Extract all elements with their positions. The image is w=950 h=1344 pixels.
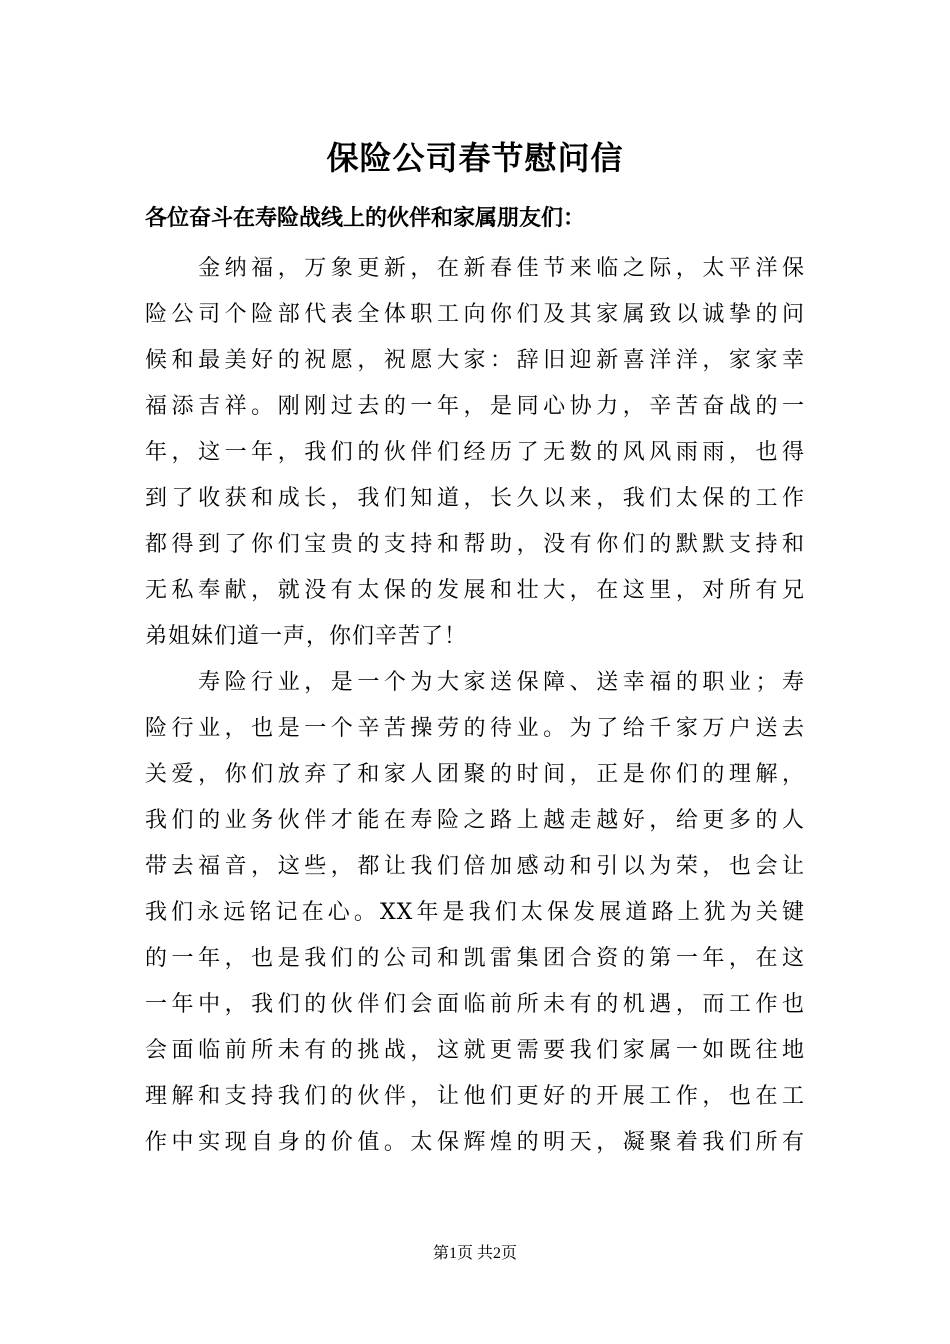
paragraph-line: 带去福音，这些，都让我们倍加感动和引以为荣，也会让 [145, 854, 805, 879]
paragraph-line: 无私奉献，就没有太保的发展和壮大，在这里，对所有兄 [145, 578, 805, 603]
paragraph-line: 到了收获和成长，我们知道，长久以来，我们太保的工作 [145, 486, 805, 511]
paragraph-line: 理解和支持我们的伙伴，让他们更好的开展工作，也在工 [145, 1084, 805, 1109]
paragraph-1 [145, 246, 805, 660]
paragraph-line: 险公司个险部代表全体职工向你们及其家属致以诚挚的问 [145, 302, 805, 327]
document-title: 保险公司春节慰问信 [326, 139, 624, 177]
paragraph-line: 作中实现自身的价值。太保辉煌的明天，凝聚着我们所有 [145, 1130, 805, 1155]
paragraph-line: 年，这一年，我们的伙伴们经历了无数的风风雨雨，也得 [145, 440, 805, 465]
salutation: 各位奋斗在寿险战线上的伙伴和家属朋友们： [145, 206, 586, 231]
paragraph-line: 寿险行业，是一个为大家送保障、送幸福的职业；寿 [145, 670, 805, 695]
paragraph-line: 关爱，你们放弃了和家人团聚的时间，正是你们的理解， [145, 762, 805, 787]
paragraph-line: 一年中，我们的伙伴们会面临前所未有的机遇，而工作也 [145, 992, 805, 1017]
paragraph-line: 的一年，也是我们的公司和凯雷集团合资的第一年，在这 [145, 946, 805, 971]
paragraph-line: 我们永远铭记在心。XX年是我们太保发展道路上犹为关键 [145, 900, 805, 925]
paragraph-line: 险行业，也是一个辛苦操劳的待业。为了给千家万户送去 [145, 716, 805, 741]
paragraph-line: 福添吉祥。刚刚过去的一年，是同心协力，辛苦奋战的一 [145, 394, 805, 419]
paragraph-2 [145, 660, 805, 1166]
paragraph-line: 金纳福，万象更新，在新春佳节来临之际，太平洋保 [145, 256, 805, 281]
paragraph-line: 都得到了你们宝贵的支持和帮助，没有你们的默默支持和 [145, 532, 805, 557]
paragraph-line: 会面临前所未有的挑战，这就更需要我们家属一如既往地 [145, 1038, 805, 1063]
paragraph-line: 弟姐妹们道一声，你们辛苦了！ [145, 624, 468, 649]
paragraph-line: 我们的业务伙伴才能在寿险之路上越走越好，给更多的人 [145, 808, 805, 833]
page-indicator: 第1页 共2页 [432, 1245, 517, 1262]
paragraph-line: 候和最美好的祝愿，祝愿大家：辞旧迎新喜洋洋，家家幸 [145, 348, 805, 373]
